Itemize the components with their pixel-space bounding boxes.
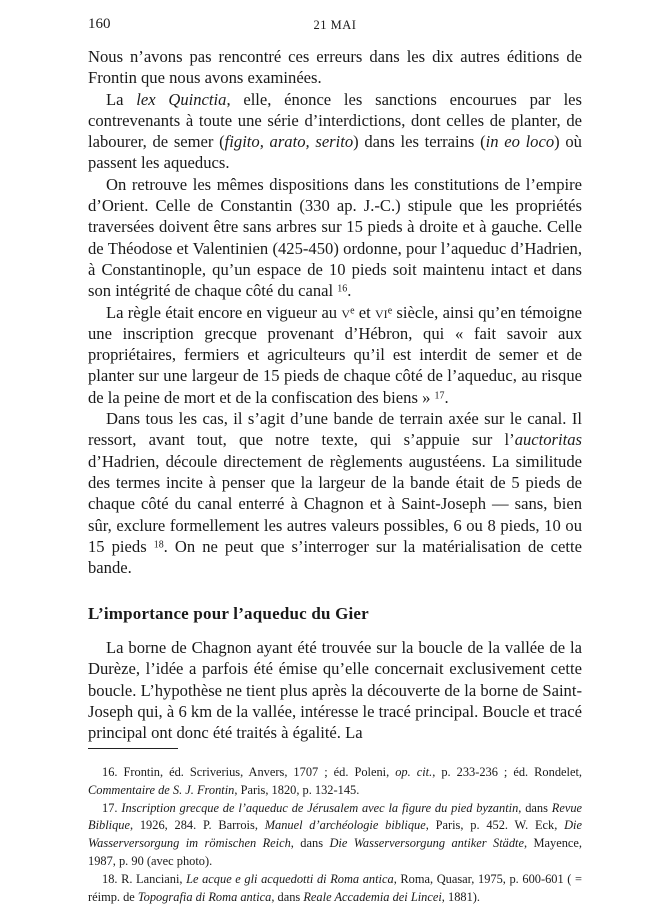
text-run: ) dans les terrains ( — [353, 132, 486, 152]
latin-term: in eo loco — [485, 132, 555, 152]
century-numeral: vi — [375, 302, 388, 322]
paragraph: Nous n’avons pas rencontré ces erreurs dans les dix autres éditions de Frontin que nous avons examinées. — [88, 47, 582, 88]
text-run: d’Hadrien, découle directement de règlements augustéens. La similitude des termes incite à penser que la largeur de la bande était de 5 pieds de chaque côté du canal enterré à Chagnon et à Saint-Joseph — sans, bien sûr, exclure formellement les autres valeurs possibles, 6 ou 8 pieds, 10 ou 15 pieds — [88, 451, 582, 556]
text-run: , dans — [290, 836, 330, 851]
footnote-ref: 18 — [153, 539, 164, 551]
footnote-17 — [88, 800, 582, 871]
paragraph — [88, 408, 582, 578]
latin-term: lex Quinctia — [136, 89, 227, 109]
text-run: , 1881). — [441, 889, 480, 904]
ordinal-suffix: e — [350, 305, 355, 317]
text-run: , Paris, 1820, p. 132-145. — [234, 782, 360, 797]
text-run: siècle, ainsi qu’en témoigne une inscription grecque provenant d’Hébron, qui « fait savoir aux propriétaires, fermiers et agriculteurs qu’il est interdit de semer et de planter sur une largeur de 15 pieds de chaque côté de l’aqueduc, au risque de la peine de mort et de la confiscation des biens » — [88, 302, 583, 407]
paragraph — [88, 89, 582, 174]
footnotes — [88, 764, 582, 906]
text-run: La — [106, 89, 137, 109]
text-run: . — [347, 281, 352, 301]
footnote-16 — [88, 764, 582, 800]
citation-title: Manuel d’archéologie biblique — [264, 818, 426, 833]
running-head: 21 MAI — [313, 18, 357, 32]
ordinal-suffix: e — [387, 305, 393, 317]
citation-title: Die Wasserversorgung antiker Städte — [329, 836, 524, 851]
latin-term: figito, arato, serito — [224, 132, 354, 152]
citation-title: Inscription grecque de l’aqueduc de Jérusalem avec la figure du pied byzantin — [121, 800, 519, 815]
latin-term: auctoritas — [514, 430, 582, 450]
citation-title: Commentaire de S. J. Frontin — [88, 782, 235, 797]
text-run: et — [354, 302, 376, 322]
text-run: , Roma, Quasar, 1975, p. 600-601 ( = réimp. de — [88, 871, 582, 904]
text-run: , Paris, p. 452. W. Eck, — [425, 818, 565, 833]
footnote-ref: 17 — [434, 390, 445, 402]
paragraph — [88, 174, 582, 302]
text-run: ) où passent les aqueducs. — [88, 132, 582, 173]
text-run: , p. 233-236 ; éd. Rondelet, — [432, 765, 582, 779]
text-run: . On ne peut que s’interroger sur la matérialisation de cette bande. — [88, 536, 582, 578]
text-run: , dans — [271, 889, 304, 904]
text-run: La règle était encore en vigueur au — [106, 302, 342, 322]
text-run: , Mayence, 1987, p. 90 (avec photo). — [88, 836, 582, 868]
citation-title: op. cit. — [395, 765, 433, 779]
text-run: . — [444, 387, 449, 407]
citation-title: Reale Accademia dei Lincei — [303, 889, 442, 904]
footnote-ref: 16 — [337, 283, 348, 295]
citation-title: Topografia di Roma antica — [137, 889, 272, 904]
text-run: On retrouve les mêmes dispositions dans les constitutions de l’empire d’Orient. Celle de Constantin (330 ap. J.-C.) stipule que les propriétés traversées doivent être sans arbres sur 15 pieds à droite et à gauche. Celle de Théodose et Valentinien (425-450) ordonne, pour l’aqueduc d’Hadrien, à Constantinople, qu’un espace de 10 pieds soit maintenu intact et dans son intégrité de chaque côté du canal — [88, 174, 582, 301]
citation-title: Le acque e gli acquedotti di Roma antica — [186, 871, 394, 886]
page-header — [88, 16, 582, 36]
text-run: 18. R. Lanciani, — [102, 871, 187, 886]
section-heading: L’importance pour l’aqueduc du Gier — [88, 604, 369, 623]
text-run: , elle, énonce les sanctions encourues par les contrevenants à toute une série d’interdictions, dont celles de planter, de labourer, de semer ( — [88, 89, 583, 152]
footnote-18 — [88, 871, 582, 907]
text-run: 17. — [102, 800, 122, 815]
text-run: , 1926, 284. P. Barrois, — [129, 818, 265, 833]
citation-title: Revue Biblique — [88, 800, 583, 833]
footnote-rule — [88, 748, 178, 749]
text-run: , dans — [518, 800, 552, 815]
citation-title: Die Wasserversorgung im römischen Reich — [88, 818, 582, 851]
paragraph: La borne de Chagnon ayant été trouvée sur la boucle de la vallée de la Durèze, l’idée a parfois été émise qu’elle concernait exclusivement cette boucle. L’hypothèse ne tient plus après la découverte de la borne de Saint-Joseph qui, à 6 km de la vallée, intéresse le tracé principal. Boucle et tracé principal ont donc été traités à égalité. La — [88, 638, 582, 743]
page-number: 160 — [88, 16, 111, 32]
body-text — [88, 46, 582, 578]
text-run: Dans tous les cas, il s’agit d’une bande de terrain axée sur le canal. Il ressort, avant tout, que notre texte, qui s’appuie sur l’ — [88, 409, 582, 450]
century-numeral: v — [341, 302, 351, 322]
text-run: 16. Frontin, éd. Scriverius, Anvers, 1707 ; éd. Poleni, — [102, 765, 396, 779]
paragraph — [88, 302, 582, 408]
